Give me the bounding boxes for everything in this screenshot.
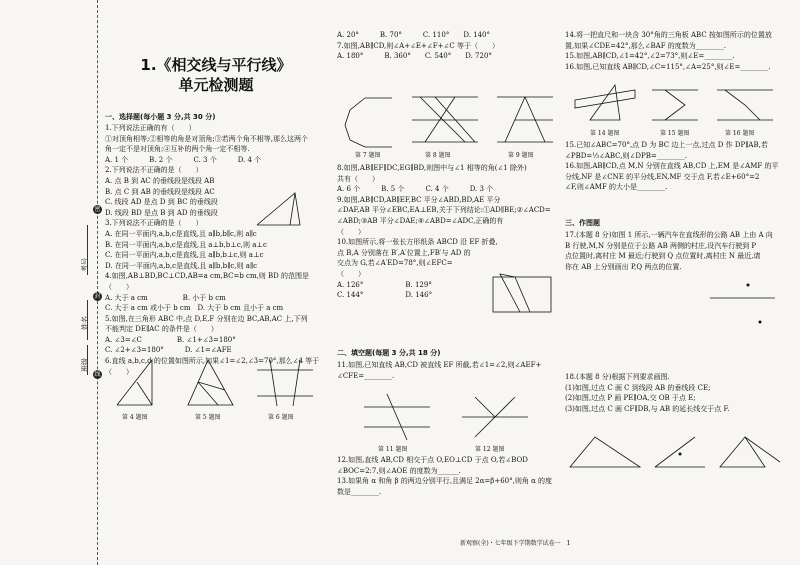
id-blank[interactable] bbox=[87, 225, 88, 275]
question-text-line: 分线,NF 是∠CNE 的平分线,EN,MF 交于点 F,若∠E+60°=2 bbox=[565, 172, 760, 181]
caption-q12: 第 12 题图 bbox=[475, 446, 505, 453]
question-text-line: 3.下列说法不正确的是（ ） bbox=[105, 219, 203, 228]
question-text-line: A. ∠3=∠C B. ∠1+∠3=180° bbox=[105, 335, 236, 344]
question-text-line: （ ） bbox=[105, 367, 133, 376]
question-text-line: A. 点 B 到 AC 的垂线段是线段 AB bbox=[105, 176, 215, 185]
question-text-line: 9.如图,AB∥CD,AB∥EF,BC 平分∠ABD,BD,AE 平分 bbox=[337, 195, 501, 204]
question-text-line: ①对顶角相等;②相等的角是对顶角;③若两个角不相等,那么这两个 bbox=[105, 134, 308, 143]
caption-q11: 第 11 题图 bbox=[378, 446, 408, 453]
seal-dot-1: 密 bbox=[94, 206, 101, 213]
question-text-line: A. 180° B. 360° C. 540° D. 720° bbox=[337, 52, 492, 61]
question-text-line: ∠BOC=2:7,则∠AOE 的度数为______. bbox=[337, 466, 461, 475]
question-text-line: ∠F,则∠AMF 的大小是________. bbox=[565, 183, 668, 192]
figure-q7 bbox=[340, 95, 395, 150]
question-text-line: 不能判定 DE∥AC 的条件是（ ） bbox=[105, 325, 218, 334]
figure-q17[interactable] bbox=[700, 280, 790, 330]
question-text-line: 数是________. bbox=[337, 487, 382, 496]
question-text-line: 7.如图,AB∥CD,则∠A+∠E+∠F+∠C 等于（ ） bbox=[337, 41, 499, 50]
question-text-line: 置,如果∠CDE=42°,那么∠BAF 的度数为________. bbox=[565, 41, 727, 50]
figure-q16 bbox=[715, 85, 775, 125]
name-label: 姓名 bbox=[81, 316, 89, 330]
question-text-line: A. 1 个 B. 2 个 C. 3 个 D. 4 个 bbox=[105, 155, 262, 164]
question-text-line: 16.如图,AB∥CD,点 M,N 分别在直线 AB,CD 上,EM 是∠AMF 的平 bbox=[565, 162, 779, 171]
question-text-line: 6.直线 a,b,c,d 的位置如图所示,如果∠1=∠2,∠3=70°,那么∠4 等于 bbox=[105, 357, 320, 366]
section-fill: 二、填空题(每题 3 分,共 18 分) bbox=[337, 349, 441, 357]
question-text-line: C. 大于 a cm 或小于 b cm D. 大于 b cm 且小于 a cm bbox=[105, 304, 284, 313]
question-text-line: A. 在同一平面内,a,b,c是直线,且 a∥b,b∥c,则 a∥c bbox=[105, 229, 257, 238]
figure-q18-3[interactable] bbox=[715, 432, 790, 472]
question-text-line: 15.已知∠ABC=70°,点 D 为 BC 边上一点,过点 D 作 DP∥AB,若 bbox=[565, 141, 768, 149]
question-text-line: A. 20° B. 70° C. 110° D. 140° bbox=[337, 31, 491, 39]
question-text-line: C. 144° D. 146° bbox=[337, 291, 433, 300]
caption-q4: 第 4 题图 bbox=[122, 414, 148, 421]
figure-q18-2[interactable] bbox=[650, 432, 710, 472]
name-blank[interactable] bbox=[87, 300, 88, 340]
question-text-line: 17.(本题 8 分)如图 1 所示,一辆汽车在直线形的公路 AB 上由 A 向 bbox=[565, 231, 773, 239]
question-text-line: （ ） bbox=[105, 282, 133, 291]
question-text-line: 1.下列说法正确的有（ ） bbox=[105, 124, 196, 132]
seal-line bbox=[97, 0, 98, 565]
question-text-line: D. 线段 BD 是点 B 到 AD 的垂线段 bbox=[105, 208, 218, 217]
id-label: 考号 bbox=[81, 258, 89, 272]
question-text-line: 共有（ ） bbox=[337, 174, 379, 183]
question-text-line: (1)如图,过点 C 画 C 到线段 AB 的垂线段 CE; bbox=[565, 383, 711, 392]
question-text-line: 2.下列说法不正确的是（ ） bbox=[105, 166, 203, 175]
question-text-line: 10.如图所示,将一张长方形纸条 ABCD 沿 EF 折叠, bbox=[337, 238, 498, 247]
question-text-line: C. 在同一平面内,a,b,c是直线,且 a∥b,b⊥c,则 a⊥c bbox=[105, 251, 264, 260]
caption-q6: 第 6 题图 bbox=[268, 414, 294, 421]
question-text-line: ∠DAF,AB 平分∠EBC,EA⊥EB,关于下列结论:①AD∥BE;②∠ACD= bbox=[337, 206, 551, 215]
question-text-line: ∠PBD=⅓∠ABC,则∠DPB=________. bbox=[565, 151, 687, 160]
question-text-line: A. 大于 a cm B. 小于 b cm bbox=[105, 293, 226, 302]
page-subtitle: 单元检测题 bbox=[178, 76, 254, 94]
question-text-line: 角一定不是对顶角;④互补的两个角一定不相等. bbox=[105, 145, 250, 154]
question-text-line: A. 6 个 B. 5 个 C. 4 个 D. 3 个 bbox=[337, 185, 494, 194]
binding-margin bbox=[0, 0, 100, 565]
question-text-line: （ ） bbox=[337, 269, 365, 278]
question-text-line: (2)如图,过点 P 画 PE∥OA,交 OB 于点 E; bbox=[565, 394, 696, 403]
question-text-line: D. 在同一平面内,a,b,c是直线,且 a∥b,b∥c,则 a∥c bbox=[105, 261, 258, 270]
question-text-line: 5.如图,在三角形 ABC 中,点 D,E,F 分别在边 BC,AB,AC 上,下列 bbox=[105, 314, 308, 323]
figure-q9 bbox=[495, 92, 555, 147]
section-draw: 三、作图题 bbox=[565, 219, 600, 227]
figure-q12 bbox=[460, 392, 530, 442]
question-text-line: (3)如图,过点 C 画 CF∥DB,与 AB 的延长线交于点 F. bbox=[565, 404, 730, 413]
question-text-line: 4.如图,AB⊥BD,BC⊥CD,AB=a cm,BC=b cm,则 BD 的范围是 bbox=[105, 272, 310, 281]
figure-q2 bbox=[255, 190, 315, 230]
caption-q8: 第 8 题图 bbox=[425, 152, 451, 159]
question-text-line: ∠ABD;③AB 平分∠DAE;④∠ABD=∠ADC,正确的有 bbox=[337, 216, 504, 225]
question-text-line: 点位置时,离村庄 M 最近;行驶到 Q 点位置时,离村庄 N 最近,请 bbox=[565, 252, 761, 261]
question-text-line: 交点为 G,若∠A′ED=78°,则∠EFC= bbox=[337, 259, 453, 268]
question-text-line: 18.(本题 8 分)根据下列要求画图. bbox=[565, 373, 670, 381]
question-text-line: ∠CFE=________. bbox=[337, 371, 395, 380]
question-text-line: 8.如图,AB∥EF∥DC,EG∥BD,则图中与∠1 相等的角(∠1 除外) bbox=[337, 164, 527, 172]
question-text-line: C. 线段 AD 是点 D 到 BC 的垂线段 bbox=[105, 198, 218, 207]
question-text-line: 12.如图,直线 AB,CD 相交于点 O,EO⊥CD 于点 O,若∠BOD bbox=[337, 456, 528, 464]
figure-q15 bbox=[650, 85, 700, 125]
page-title: 1.《相交线与平行线》 bbox=[140, 56, 292, 74]
seal-dot-3: 线 bbox=[94, 371, 101, 378]
question-text-line: （ ） bbox=[337, 227, 365, 236]
question-text-line: 16.如图,已知直线 AB∥CD,∠C=115°,∠A=25°,则∠E=________. bbox=[565, 62, 771, 71]
caption-q16: 第 16 题图 bbox=[725, 130, 755, 137]
class-blank[interactable] bbox=[87, 345, 88, 375]
question-text-line: 11.如图,已知直线 AB,CD 被直线 EF 所截,若∠1=∠2,则∠AEF+ bbox=[337, 361, 542, 369]
caption-q5: 第 5 题图 bbox=[195, 414, 221, 421]
figure-q14 bbox=[570, 80, 640, 125]
caption-q9: 第 9 题图 bbox=[508, 152, 534, 159]
page-footer: 新观察(全)・七年级下学期数学试卷一 1 bbox=[460, 540, 571, 547]
question-text-line: C. ∠2+∠3=180° D. ∠1=∠AFE bbox=[105, 346, 232, 355]
caption-q7: 第 7 题图 bbox=[355, 152, 381, 159]
question-text-line: 14.将一把直尺和一块含 30°角的三角板 ABC 按如图所示的位置放 bbox=[565, 31, 772, 39]
question-text-line: B. 在同一平面内,a,b,c是直线,且 a⊥b,b⊥c,则 a⊥c bbox=[105, 240, 267, 249]
question-text-line: 13.如果角 α 和角 β 的两边分别平行,且满足 2α=β+60°,则角 α 的度 bbox=[337, 477, 553, 486]
question-text-line: B. 点 C 到 AB 的垂线段是线段 AC bbox=[105, 187, 215, 196]
figure-q11 bbox=[362, 392, 432, 442]
column-1 bbox=[105, 0, 327, 565]
section-choice: 一、选择题(每小题 3 分,共 30 分) bbox=[105, 113, 216, 121]
question-text-line: A. 126° B. 129° bbox=[337, 280, 432, 289]
figure-q5 bbox=[183, 355, 238, 410]
caption-q15: 第 15 题图 bbox=[660, 130, 690, 137]
question-text-line: 点 B,A 分别落在 B′,A′位置上,FB′与 AD 的 bbox=[337, 248, 471, 257]
caption-q14: 第 14 题图 bbox=[590, 130, 620, 137]
seal-dot-2: 封 bbox=[94, 293, 101, 300]
figure-q18-1[interactable] bbox=[565, 432, 645, 472]
figure-q6 bbox=[255, 358, 315, 408]
question-text-line: 你在 AB 上分别画出 P,Q 两点的位置. bbox=[565, 262, 682, 271]
question-text-line: 15.如图,AB∥CD,∠1=42°,∠2=73°,则∠E=________. bbox=[565, 52, 735, 61]
class-label: 班级 bbox=[81, 358, 89, 372]
figure-q10 bbox=[490, 272, 555, 317]
question-text-line: B 行驶,M,N 分别是位于公路 AB 两侧的村庄,设汽车行驶到 P bbox=[565, 241, 757, 250]
figure-q4 bbox=[112, 355, 167, 410]
figure-q8 bbox=[410, 92, 480, 147]
